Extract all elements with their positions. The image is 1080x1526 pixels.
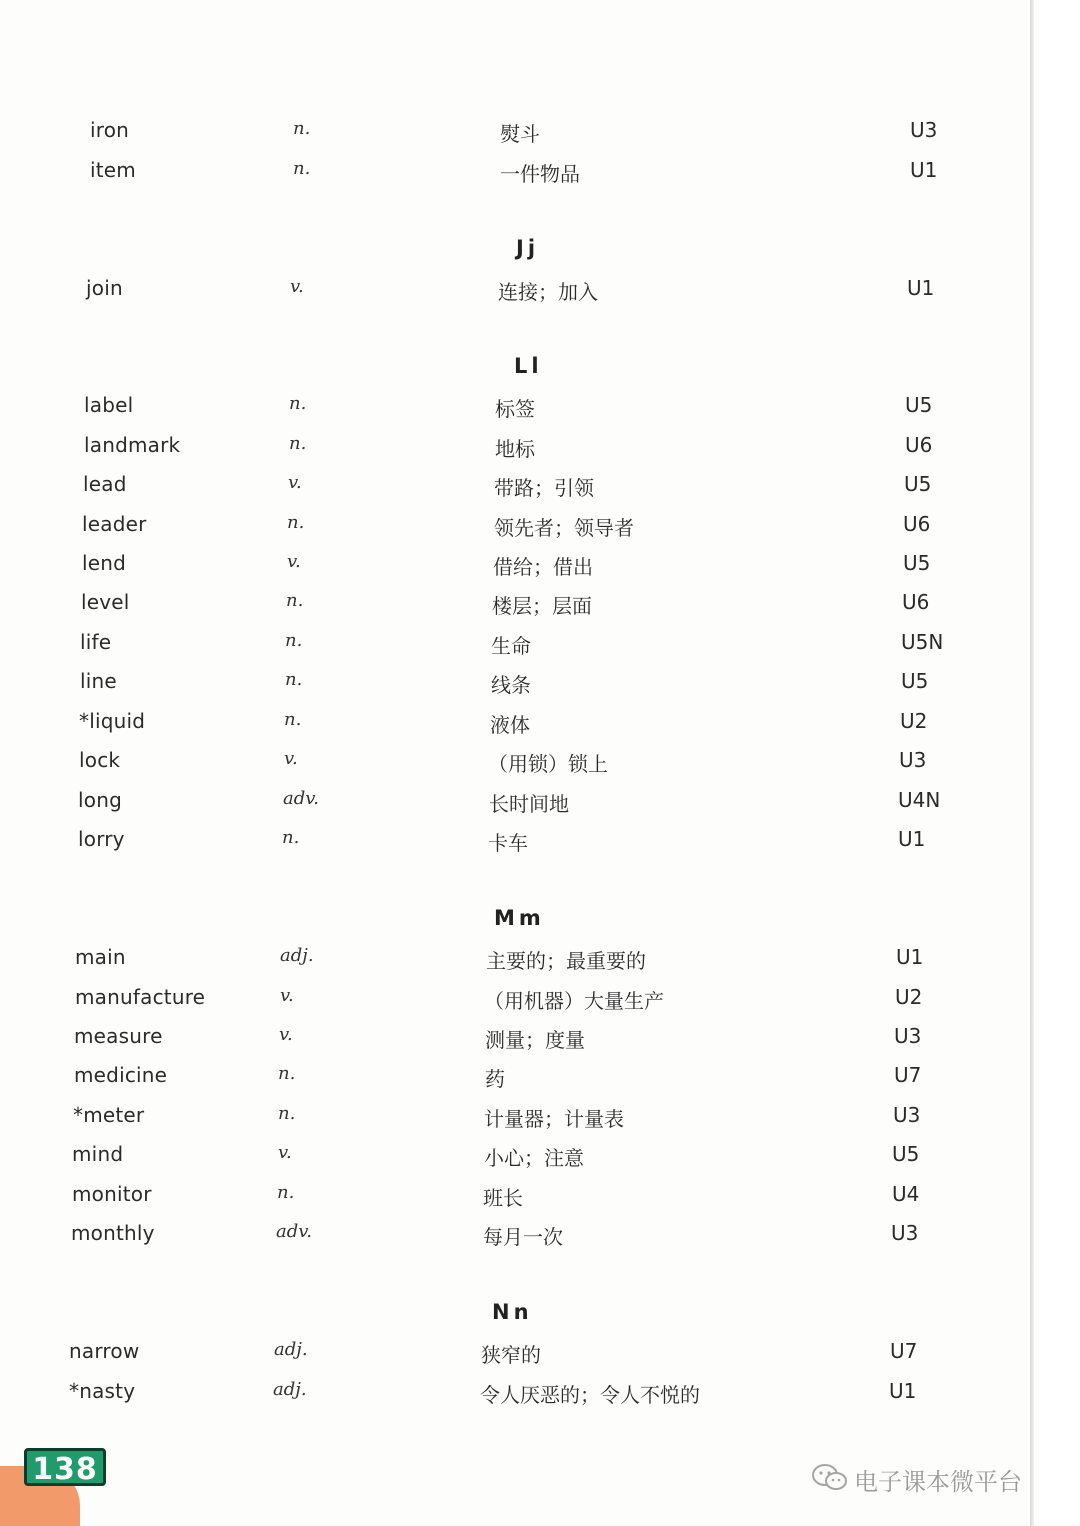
entry-meaning: 每月一次 [483,1225,563,1249]
entry-unit: U3 [893,1103,921,1127]
page-number: 138 [24,1448,106,1486]
page-number-tab [0,1440,110,1526]
entry-word: landmark [84,433,181,457]
section-letter-heading: Ll [514,354,543,378]
entry-word: measure [74,1024,163,1048]
entry-part-of-speech: n. [278,1103,296,1124]
entry-meaning: 药 [485,1067,505,1091]
entry-part-of-speech: n. [282,827,300,848]
vocab-entry [0,276,1000,310]
entry-meaning: 计量器；计量表 [484,1107,624,1131]
entry-unit: U4 [892,1182,920,1206]
entry-word: join [86,276,123,300]
entry-word: manufacture [75,985,206,1009]
entry-word: level [81,590,130,614]
entry-unit: U1 [898,827,926,851]
entry-word: medicine [74,1063,168,1087]
entry-word: *liquid [79,709,146,733]
entry-word: iron [90,118,130,142]
entry-meaning: 借给；借出 [493,555,593,579]
entry-part-of-speech: adj. [274,1339,308,1360]
entry-unit: U7 [890,1339,918,1363]
entry-word: long [78,788,122,812]
entry-part-of-speech: adj. [280,945,314,966]
entry-unit: U2 [895,985,923,1009]
entry-word: *meter [73,1103,145,1127]
entry-part-of-speech: n. [278,1063,296,1084]
vocab-entry [0,433,1000,467]
entry-word: label [84,393,134,417]
entry-part-of-speech: v. [287,551,301,572]
vocab-entry [0,1024,1000,1058]
vocab-entry [0,1103,1000,1137]
entry-unit: U5N [901,630,944,654]
vocab-entry [0,1221,1000,1255]
entry-meaning: 连接；加入 [498,280,598,304]
entry-meaning: 班长 [483,1186,523,1210]
entry-part-of-speech: n. [293,118,311,139]
entry-part-of-speech: n. [285,630,303,651]
entry-word: lorry [78,827,125,851]
entry-word: main [75,945,126,969]
vocab-entry [0,472,1000,506]
entry-part-of-speech: v. [279,1024,293,1045]
entry-meaning: 主要的；最重要的 [486,949,646,973]
entry-unit: U3 [891,1221,919,1245]
entry-unit: U3 [899,748,927,772]
watermark-text: 电子课本微平台 [854,1468,1022,1496]
entry-part-of-speech: n. [287,512,305,533]
entry-part-of-speech: n. [285,669,303,690]
entry-word: item [90,158,136,182]
entry-meaning: 长时间地 [489,792,569,816]
vocab-entry [0,945,1000,979]
entry-unit: U1 [907,276,935,300]
entry-unit: U3 [894,1024,922,1048]
entry-word: mind [72,1142,124,1166]
page-edge [1030,0,1034,1526]
entry-meaning: 卡车 [488,831,528,855]
vocab-entry [0,551,1000,585]
vocab-entry [0,748,1000,782]
entry-part-of-speech: n. [289,433,307,454]
vocab-entry [0,1142,1000,1176]
entry-unit: U2 [900,709,928,733]
entry-part-of-speech: n. [284,709,302,730]
entry-word: monitor [72,1182,152,1206]
entry-part-of-speech: n. [277,1182,295,1203]
vocab-entry [0,669,1000,703]
entry-meaning: （用锁）锁上 [488,752,608,776]
entry-meaning: 一件物品 [500,162,580,186]
wechat-icon [810,1462,850,1494]
entry-unit: U6 [903,512,931,536]
section-letter-heading: Nn [492,1300,533,1324]
vocab-entry [0,158,1000,192]
vocab-entry [0,1182,1000,1216]
entry-meaning: 线条 [491,673,531,697]
entry-word: lock [79,748,121,772]
entry-word: lead [83,472,127,496]
entry-meaning: 测量；度量 [485,1028,585,1052]
entry-part-of-speech: v. [290,276,304,297]
section-letter-heading: Mm [494,906,545,930]
vocab-entry [0,788,1000,822]
entry-part-of-speech: v. [278,1142,292,1163]
entry-unit: U4N [898,788,941,812]
entry-meaning: 楼层；层面 [492,594,592,618]
entry-part-of-speech: v. [284,748,298,769]
vocab-entry [0,1063,1000,1097]
entry-meaning: 地标 [495,437,535,461]
entry-meaning: （用机器）大量生产 [484,989,664,1013]
vocab-entry [0,590,1000,624]
entry-part-of-speech: adj. [273,1379,307,1400]
entry-part-of-speech: v. [280,985,294,1006]
entry-part-of-speech: adv. [283,788,320,809]
entry-unit: U5 [901,669,929,693]
entry-unit: U3 [910,118,938,142]
entry-meaning: 带路；引领 [494,476,594,500]
entry-meaning: 标签 [495,397,535,421]
vocab-entry [0,118,1000,152]
entry-part-of-speech: v. [288,472,302,493]
entry-meaning: 小心；注意 [484,1146,584,1170]
entry-part-of-speech: n. [293,158,311,179]
entry-word: line [80,669,117,693]
entry-word: lend [82,551,127,575]
watermark [810,1458,1050,1498]
entry-unit: U5 [903,551,931,575]
entry-word: leader [82,512,147,536]
entry-meaning: 生命 [491,634,531,658]
entry-unit: U5 [904,472,932,496]
entry-meaning: 令人厌恶的；令人不悦的 [480,1383,700,1407]
entry-part-of-speech: n. [289,393,307,414]
entry-word: monthly [71,1221,155,1245]
entry-meaning: 液体 [490,713,530,737]
entry-unit: U1 [910,158,938,182]
entry-word: life [80,630,112,654]
entry-unit: U5 [892,1142,920,1166]
entry-unit: U6 [902,590,930,614]
entry-unit: U1 [889,1379,917,1403]
vocab-entry [0,512,1000,546]
entry-word: narrow [69,1339,140,1363]
entry-unit: U7 [894,1063,922,1087]
vocab-entry [0,827,1000,861]
vocab-entry [0,985,1000,1019]
vocab-entry [0,1379,1000,1413]
entry-unit: U5 [905,393,933,417]
entry-part-of-speech: n. [286,590,304,611]
entry-unit: U1 [896,945,924,969]
vocab-entry [0,393,1000,427]
entry-part-of-speech: adv. [276,1221,313,1242]
vocab-entry [0,709,1000,743]
vocab-entry [0,1339,1000,1373]
entry-meaning: 狭窄的 [481,1343,541,1367]
vocab-entry [0,630,1000,664]
entry-unit: U6 [905,433,933,457]
entry-meaning: 领先者；领导者 [494,516,634,540]
entry-word: *nasty [69,1379,136,1403]
section-letter-heading: Jj [516,236,540,260]
entry-meaning: 熨斗 [500,122,540,146]
